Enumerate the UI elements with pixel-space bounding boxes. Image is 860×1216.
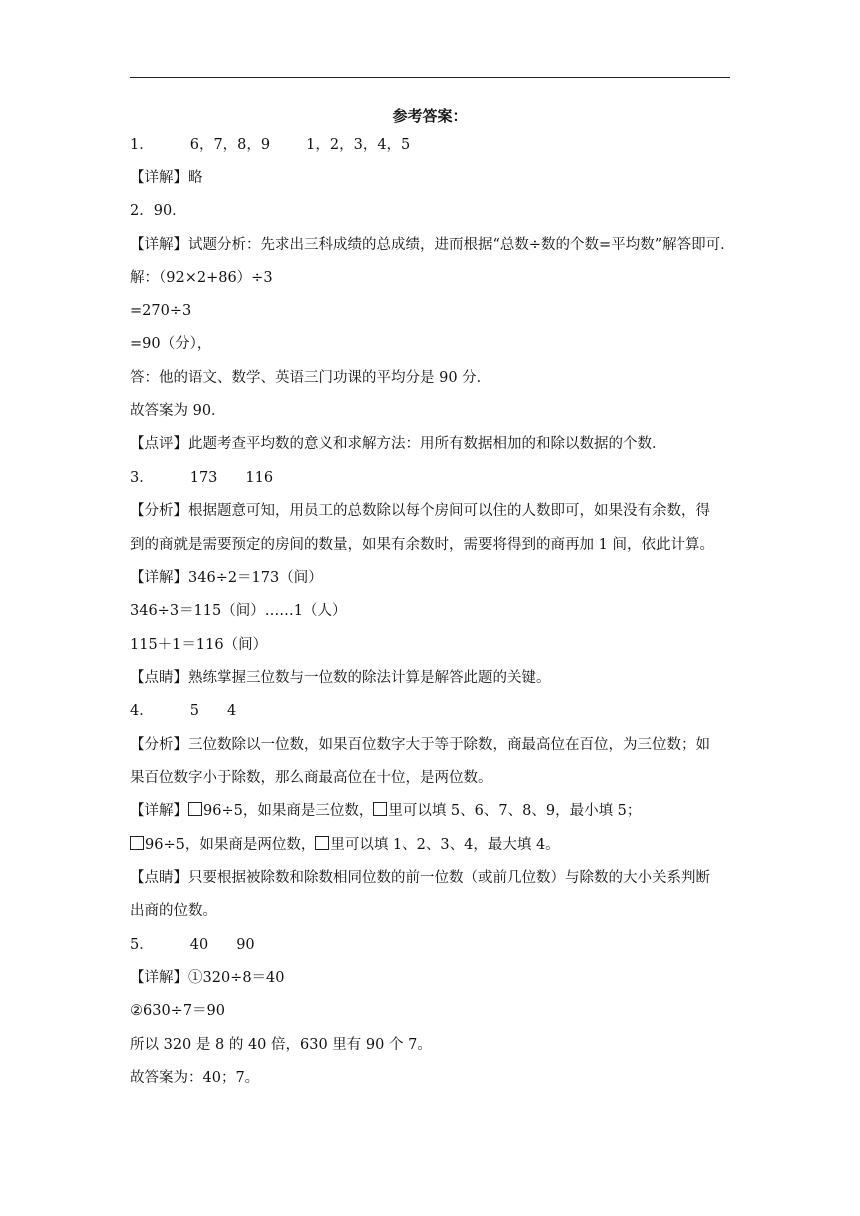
answer-5 — [130, 935, 730, 955]
detail-text — [130, 801, 730, 821]
question-number: 5． — [130, 937, 154, 953]
solution-line: 故答案为 90． — [130, 403, 226, 419]
analysis-text: 【分析】三位数除以一位数，如果百位数字大于等于除数，商最高位在百位，为三位数；如 — [130, 737, 710, 753]
comment-text: 出商的位数。 — [130, 903, 217, 919]
blank-box-icon — [130, 836, 144, 850]
answer-blank-1: 173 — [189, 470, 218, 486]
detail-part: 里可以填 1、2、3、4，最大填 4。 — [330, 837, 560, 853]
solution-line — [130, 835, 730, 855]
solution-line: 346÷3＝115（间）……1（人） — [130, 603, 347, 619]
comment-text: 【点睛】只要根据被除数和除数相同位数的前一位数（或前几位数）与除数的大小关系判断 — [130, 870, 710, 886]
blank-box-icon — [188, 802, 202, 816]
detail-label: 【详解】 — [130, 803, 188, 819]
detail-text: 【详解】346÷2＝173（间） — [130, 570, 323, 586]
detail-part: 96÷5，如果商是三位数， — [203, 803, 374, 819]
question-number: 1． — [130, 137, 154, 153]
analysis-text: 【分析】根据题意可知，用员工的总数除以每个房间可以住的人数即可，如果没有余数，得 — [130, 503, 710, 519]
question-number: 3． — [130, 470, 154, 486]
page-title: 参考答案： — [392, 107, 468, 125]
answer-2: 2．90． — [130, 203, 187, 219]
analysis-text: 到的商就是需要预定的房间的数量，如果有余数时，需要将得到的商再加 1 间，依此计算。 — [130, 537, 714, 553]
solution-line: 故答案为：40；7。 — [130, 1070, 260, 1086]
solution-line: 解：（92×2+86）÷3 — [130, 270, 273, 286]
blank-box-icon — [373, 802, 387, 816]
answer-blank-2: 1，2，3，4，5 — [306, 137, 411, 153]
solution-line: 115＋1＝116（间） — [130, 637, 268, 653]
solution-line: 所以 320 是 8 的 40 倍，630 里有 90 个 7。 — [130, 1037, 432, 1053]
question-number: 4． — [130, 703, 154, 719]
detail-text: 【详解】①320÷8＝40 — [130, 970, 285, 986]
answer-blank-2: 116 — [245, 470, 274, 486]
answer-blank-1: 5 — [189, 703, 199, 719]
detail-part: 里可以填 5、6、7、8、9，最小填 5； — [388, 803, 642, 819]
answer-blank-2: 90 — [236, 937, 255, 953]
answer-blank-2: 4 — [226, 703, 237, 719]
answer-blank-1: 40 — [189, 937, 209, 953]
solution-line: 答：他的语文、数学、英语三门功课的平均分是 90 分． — [130, 370, 492, 386]
solution-line: =90（分）， — [130, 336, 212, 352]
comment-text: 【点评】此题考查平均数的意义和求解方法：用所有数据相加的和除以数据的个数． — [130, 436, 667, 452]
header-rule — [130, 77, 730, 78]
solution-line: ②630÷7＝90 — [130, 1003, 226, 1019]
detail-text: 【详解】试题分析：先求出三科成绩的总成绩，进而根据“总数÷数的个数=平均数”解答即可． — [130, 237, 735, 253]
answer-1 — [130, 135, 730, 155]
detail-part: 96÷5，如果商是两位数， — [145, 837, 316, 853]
blank-box-icon — [315, 836, 329, 850]
answer-blank-1: 6，7，8，9 — [189, 137, 271, 153]
solution-line: =270÷3 — [130, 303, 192, 319]
analysis-text: 果百位数字小于除数，那么商最高位在十位，是两位数。 — [130, 770, 493, 786]
detail-text: 【详解】略 — [130, 170, 203, 186]
answer-3 — [130, 468, 730, 488]
comment-text: 【点睛】熟练掌握三位数与一位数的除法计算是解答此题的关键。 — [130, 670, 551, 686]
answer-4 — [130, 701, 730, 721]
